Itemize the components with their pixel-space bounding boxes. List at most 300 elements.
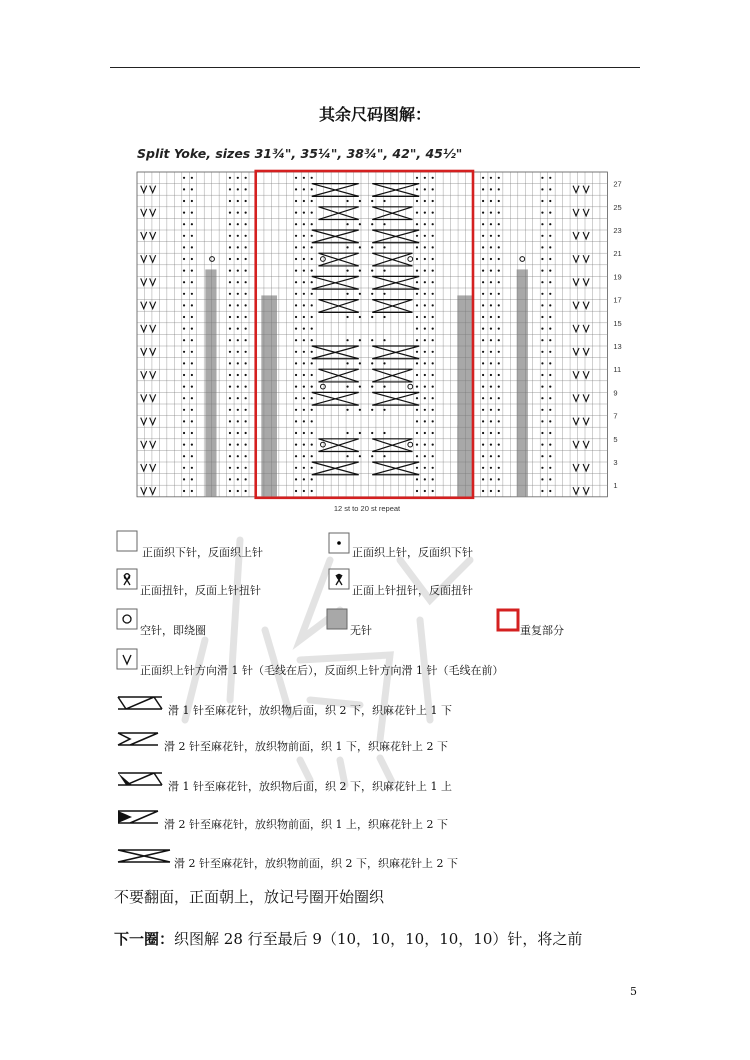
purl-dot xyxy=(245,409,247,411)
purl-dot xyxy=(295,339,297,341)
legend-knit: 正面织下针，反面织上针 xyxy=(142,546,263,559)
purl-dot xyxy=(498,455,500,457)
purl-dot xyxy=(311,444,313,446)
purl-dot xyxy=(549,246,551,248)
purl-dot xyxy=(541,258,543,260)
purl-dot xyxy=(549,177,551,179)
purl-dot xyxy=(432,223,434,225)
purl-dot xyxy=(295,397,297,399)
purl-dot xyxy=(416,316,418,318)
purl-dot xyxy=(383,270,385,272)
purl-dot xyxy=(424,328,426,330)
purl-dot xyxy=(541,304,543,306)
purl-dot xyxy=(295,386,297,388)
purl-dot xyxy=(229,444,231,446)
purl-dot xyxy=(237,212,239,214)
instruction-line-1: 不要翻面，正面朝上，放记号圈开始圈织 xyxy=(114,888,385,906)
purl-dot xyxy=(482,270,484,272)
purl-dot xyxy=(311,235,313,237)
purl-dot xyxy=(498,420,500,422)
purl-dot xyxy=(229,223,231,225)
purl-dot xyxy=(311,316,313,318)
purl-dot xyxy=(432,177,434,179)
purl-dot xyxy=(432,467,434,469)
purl-dot xyxy=(311,188,313,190)
purl-dot xyxy=(237,293,239,295)
purl-dot xyxy=(541,432,543,434)
purl-dot xyxy=(424,362,426,364)
purl-dot xyxy=(371,455,373,457)
purl-dot xyxy=(191,374,193,376)
purl-dot xyxy=(432,270,434,272)
purl-dot xyxy=(229,235,231,237)
purl-dot xyxy=(295,246,297,248)
purl-dot xyxy=(245,339,247,341)
purl-dot xyxy=(303,177,305,179)
row-number-label: 1 xyxy=(613,481,618,491)
purl-dot xyxy=(359,246,361,248)
purl-dot xyxy=(183,386,185,388)
purl-dot xyxy=(498,409,500,411)
purl-dot xyxy=(295,258,297,260)
purl-dot xyxy=(490,293,492,295)
purl-dot xyxy=(183,281,185,283)
purl-dot xyxy=(541,270,543,272)
purl-dot xyxy=(549,235,551,237)
purl-dot xyxy=(191,293,193,295)
purl-dot xyxy=(549,188,551,190)
purl-dot xyxy=(191,432,193,434)
purl-dot xyxy=(229,467,231,469)
purl-dot xyxy=(359,293,361,295)
purl-dot xyxy=(183,444,185,446)
purl-dot xyxy=(311,270,313,272)
purl-dot xyxy=(549,316,551,318)
purl-dot xyxy=(424,397,426,399)
purl-dot xyxy=(229,212,231,214)
purl-dot xyxy=(371,362,373,364)
purl-dot xyxy=(371,270,373,272)
purl-dot xyxy=(482,212,484,214)
legend-cable-5: 滑 2 针至麻花针，放织物前面，织 2 下，织麻花针上 2 下 xyxy=(174,857,458,870)
purl-dot xyxy=(490,432,492,434)
purl-dot xyxy=(245,467,247,469)
purl-dot xyxy=(541,351,543,353)
purl-dot xyxy=(245,316,247,318)
purl-dot xyxy=(490,362,492,364)
purl-dot xyxy=(541,246,543,248)
purl-dot xyxy=(371,246,373,248)
purl-dot xyxy=(432,328,434,330)
purl-dot xyxy=(498,316,500,318)
purl-dot xyxy=(490,374,492,376)
purl-dot xyxy=(432,420,434,422)
purl-dot xyxy=(541,362,543,364)
purl-dot xyxy=(183,455,185,457)
purl-dot xyxy=(498,246,500,248)
purl-dot xyxy=(303,316,305,318)
purl-dot xyxy=(424,223,426,225)
purl-dot xyxy=(416,212,418,214)
purl-dot xyxy=(549,339,551,341)
row-number-label: 23 xyxy=(613,226,622,235)
purl-dot xyxy=(416,478,418,480)
purl-dot xyxy=(541,177,543,179)
purl-dot xyxy=(303,281,305,283)
purl-dot xyxy=(490,177,492,179)
purl-dot xyxy=(183,467,185,469)
purl-dot xyxy=(237,235,239,237)
purl-dot xyxy=(295,177,297,179)
purl-dot xyxy=(432,362,434,364)
purl-dot xyxy=(541,212,543,214)
purl-dot xyxy=(237,281,239,283)
purl-dot xyxy=(482,467,484,469)
purl-dot xyxy=(424,316,426,318)
purl-dot xyxy=(424,409,426,411)
purl-dot xyxy=(311,420,313,422)
purl-dot xyxy=(303,362,305,364)
purl-dot xyxy=(549,374,551,376)
purl-dot xyxy=(245,328,247,330)
purl-dot xyxy=(245,420,247,422)
instruction-line-2 xyxy=(114,928,582,949)
purl-dot xyxy=(498,386,500,388)
purl-dot xyxy=(498,432,500,434)
purl-dot xyxy=(346,200,348,202)
purl-dot xyxy=(424,432,426,434)
purl-dot xyxy=(311,304,313,306)
purl-dot xyxy=(549,270,551,272)
purl-dot xyxy=(303,223,305,225)
purl-dot xyxy=(498,490,500,492)
purl-dot xyxy=(359,316,361,318)
purl-dot xyxy=(346,246,348,248)
purl-dot xyxy=(549,293,551,295)
purl-dot xyxy=(245,351,247,353)
purl-dot xyxy=(183,246,185,248)
purl-dot xyxy=(490,339,492,341)
purl-dot xyxy=(432,386,434,388)
purl-dot xyxy=(371,339,373,341)
purl-dot xyxy=(549,304,551,306)
purl-dot xyxy=(191,420,193,422)
purl-dot xyxy=(183,397,185,399)
purl-dot xyxy=(416,293,418,295)
purl-dot xyxy=(541,386,543,388)
purl-dot xyxy=(383,362,385,364)
purl-dot xyxy=(424,386,426,388)
purl-dot xyxy=(424,200,426,202)
purl-dot xyxy=(346,223,348,225)
instruction-line-2-label: 下一圈： xyxy=(114,930,175,948)
purl-dot xyxy=(383,339,385,341)
purl-dot xyxy=(311,432,313,434)
purl-dot xyxy=(183,339,185,341)
purl-dot xyxy=(541,397,543,399)
purl-dot xyxy=(245,490,247,492)
purl-dot xyxy=(383,386,385,388)
purl-dot xyxy=(295,328,297,330)
row-number-label: 27 xyxy=(613,179,622,189)
purl-dot xyxy=(482,328,484,330)
purl-dot xyxy=(191,304,193,306)
purl-dot xyxy=(424,351,426,353)
purl-dot xyxy=(416,420,418,422)
repeat-label: 12 st to 20 st repeat xyxy=(333,504,401,513)
purl-dot xyxy=(416,270,418,272)
purl-dot xyxy=(183,432,185,434)
purl-dot xyxy=(245,235,247,237)
purl-dot xyxy=(311,200,313,202)
purl-dot xyxy=(371,200,373,202)
purl-dot xyxy=(183,177,185,179)
purl-dot xyxy=(311,223,313,225)
no-stitch-block xyxy=(457,425,465,496)
purl-dot xyxy=(424,304,426,306)
purl-dot xyxy=(245,478,247,480)
purl-dot xyxy=(295,444,297,446)
purl-dot xyxy=(371,386,373,388)
purl-dot xyxy=(311,478,313,480)
purl-dot xyxy=(191,235,193,237)
chart-row-numbers xyxy=(613,180,621,491)
purl-dot xyxy=(237,397,239,399)
legend-repeat: 重复部分 xyxy=(520,624,564,637)
cable-icon-2 xyxy=(116,730,160,748)
purl-dot xyxy=(482,455,484,457)
purl-dot xyxy=(245,223,247,225)
purl-dot xyxy=(541,223,543,225)
purl-dot xyxy=(245,397,247,399)
twist-purl-icon xyxy=(328,568,350,590)
purl-dot xyxy=(498,467,500,469)
purl-dot xyxy=(191,212,193,214)
purl-dot xyxy=(295,455,297,457)
purl-dot xyxy=(237,455,239,457)
purl-dot xyxy=(311,455,313,457)
purl-dot xyxy=(416,397,418,399)
purl-dot xyxy=(237,432,239,434)
purl-dot xyxy=(498,304,500,306)
yarn-over-icon xyxy=(116,608,138,630)
purl-dot xyxy=(183,316,185,318)
purl-dot xyxy=(183,223,185,225)
purl-dot xyxy=(183,200,185,202)
section-heading: 其余尺码图解： xyxy=(318,105,431,124)
purl-dot xyxy=(237,270,239,272)
purl-dot xyxy=(303,351,305,353)
purl-dot xyxy=(183,293,185,295)
purl-dot xyxy=(490,478,492,480)
purl-dot xyxy=(416,200,418,202)
purl-dot xyxy=(229,455,231,457)
purl-dot xyxy=(490,409,492,411)
purl-dot xyxy=(311,339,313,341)
purl-dot xyxy=(295,304,297,306)
purl-dot xyxy=(416,362,418,364)
purl-dot xyxy=(311,351,313,353)
purl-dot xyxy=(416,409,418,411)
purl-dot xyxy=(490,386,492,388)
purl-dot xyxy=(498,478,500,480)
purl-dot xyxy=(490,351,492,353)
purl-dot xyxy=(303,188,305,190)
purl-dot xyxy=(295,351,297,353)
purl-dot xyxy=(303,455,305,457)
purl-dot xyxy=(245,188,247,190)
purl-dot xyxy=(303,258,305,260)
purl-dot xyxy=(424,444,426,446)
purl-dot xyxy=(183,374,185,376)
purl-dot xyxy=(229,351,231,353)
purl-dot xyxy=(541,467,543,469)
purl-dot xyxy=(541,200,543,202)
purl-dot xyxy=(237,223,239,225)
purl-dot xyxy=(229,258,231,260)
slip-stitch-icon xyxy=(116,648,138,670)
purl-dot xyxy=(183,490,185,492)
purl-dot xyxy=(482,420,484,422)
legend-twist-purl: 正面上针扭针，反面扭针 xyxy=(352,584,473,597)
purl-dot xyxy=(303,212,305,214)
purl-dot xyxy=(229,374,231,376)
row-number-label: 3 xyxy=(613,458,618,467)
purl-dot xyxy=(229,490,231,492)
purl-dot xyxy=(432,304,434,306)
purl-dot xyxy=(303,304,305,306)
purl-dot xyxy=(490,281,492,283)
purl-dot xyxy=(498,397,500,399)
purl-dot xyxy=(346,293,348,295)
row-number-label: 15 xyxy=(613,318,622,328)
purl-dot xyxy=(183,478,185,480)
purl-dot xyxy=(359,270,361,272)
purl-dot xyxy=(490,200,492,202)
purl-dot xyxy=(541,490,543,492)
purl-dot xyxy=(359,386,361,388)
purl-dot xyxy=(432,200,434,202)
purl-dot xyxy=(245,270,247,272)
row-number-label: 17 xyxy=(613,295,622,305)
purl-dot xyxy=(490,328,492,330)
purl-dot xyxy=(295,223,297,225)
purl-dot xyxy=(424,467,426,469)
purl-dot xyxy=(371,293,373,295)
purl-dot xyxy=(424,374,426,376)
purl-dot xyxy=(229,420,231,422)
purl-dot xyxy=(498,258,500,260)
page-number: 5 xyxy=(630,985,637,998)
purl-dot xyxy=(311,212,313,214)
cable-icon-1 xyxy=(116,694,164,712)
purl-dot xyxy=(303,432,305,434)
purl-dot xyxy=(416,374,418,376)
purl-dot xyxy=(303,420,305,422)
purl-dot xyxy=(237,200,239,202)
purl-dot xyxy=(359,339,361,341)
purl-dot xyxy=(311,386,313,388)
purl-dot xyxy=(490,420,492,422)
purl-dot xyxy=(424,293,426,295)
purl-dot xyxy=(371,409,373,411)
purl-dot xyxy=(541,374,543,376)
purl-dot xyxy=(229,339,231,341)
purl-dot xyxy=(245,304,247,306)
purl-dot xyxy=(482,374,484,376)
purl-dot xyxy=(498,351,500,353)
purl-dot xyxy=(482,281,484,283)
purl-dot xyxy=(237,490,239,492)
purl-dot xyxy=(237,328,239,330)
purl-dot xyxy=(183,304,185,306)
purl-dot xyxy=(245,177,247,179)
purl-dot xyxy=(311,374,313,376)
purl-dot xyxy=(191,246,193,248)
purl-dot xyxy=(311,362,313,364)
purl-dot xyxy=(549,351,551,353)
purl-dot xyxy=(432,490,434,492)
purl-dot xyxy=(229,188,231,190)
purl-dot xyxy=(295,490,297,492)
purl-dot xyxy=(191,455,193,457)
row-number-label: 13 xyxy=(613,342,622,351)
row-number-label: 25 xyxy=(613,202,622,212)
purl-dot xyxy=(498,235,500,237)
purl-dot xyxy=(424,258,426,260)
purl-dot xyxy=(432,432,434,434)
purl-dot xyxy=(359,409,361,411)
purl-dot xyxy=(191,386,193,388)
purl-dot xyxy=(303,409,305,411)
purl-dot xyxy=(416,258,418,260)
no-stitch-icon xyxy=(326,608,348,630)
purl-dot xyxy=(191,270,193,272)
purl-dot xyxy=(541,455,543,457)
purl-dot xyxy=(482,177,484,179)
purl-dot xyxy=(229,177,231,179)
purl-dot xyxy=(295,478,297,480)
purl-dot xyxy=(295,281,297,283)
purl-dot xyxy=(498,444,500,446)
purl-dot xyxy=(432,281,434,283)
purl-dot xyxy=(237,188,239,190)
purl-dot xyxy=(416,281,418,283)
purl-dot xyxy=(416,246,418,248)
purl-dot xyxy=(498,188,500,190)
purl-dot xyxy=(245,246,247,248)
purl-dot xyxy=(490,397,492,399)
purl-dot xyxy=(482,316,484,318)
purl-dot xyxy=(432,351,434,353)
purl-dot xyxy=(295,467,297,469)
purl-dot xyxy=(424,339,426,341)
purl-dot xyxy=(549,432,551,434)
legend-purl: 正面织上针，反面织下针 xyxy=(352,546,473,559)
purl-dot xyxy=(416,490,418,492)
purl-dot xyxy=(482,490,484,492)
purl-dot xyxy=(498,328,500,330)
purl-dot xyxy=(432,409,434,411)
purl-dot xyxy=(424,478,426,480)
purl-dot xyxy=(245,258,247,260)
purl-dot xyxy=(549,281,551,283)
purl-dot xyxy=(490,467,492,469)
purl-dot xyxy=(295,270,297,272)
purl-dot xyxy=(371,432,373,434)
purl-dot xyxy=(432,293,434,295)
purl-dot xyxy=(482,409,484,411)
